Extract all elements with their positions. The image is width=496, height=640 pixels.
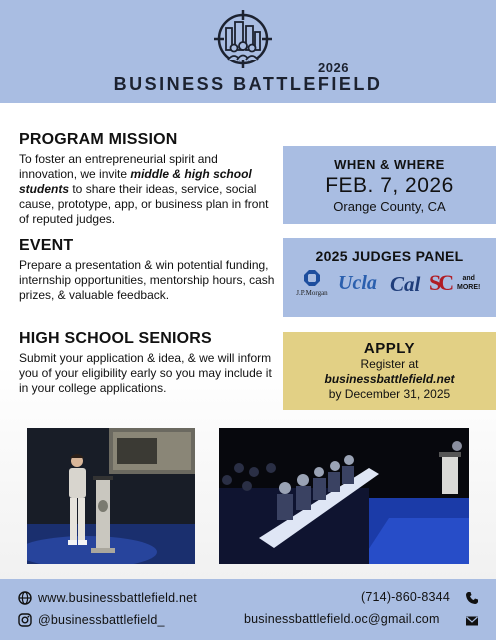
jpmorgan-label: J.P.Morgan — [296, 289, 328, 297]
mission-text: To foster an entrepreneurial spirit and innovation, we invite middle & high school students to share their ideas, service, social cause, prototype, app, or business plan in front of reputed judges. — [19, 152, 269, 226]
apply-deadline: by December 31, 2025 — [328, 387, 451, 401]
website-link[interactable]: www.businessbattlefield.net — [38, 591, 197, 605]
event-year: 2026 — [318, 60, 349, 75]
judges-box — [283, 238, 496, 317]
apply-register-text: Register at — [360, 357, 419, 371]
apply-url-link[interactable]: businessbattlefield.net — [324, 372, 455, 386]
event-date: FEB. 7, 2026 — [325, 174, 454, 197]
apply-title: APPLY — [363, 340, 416, 357]
ucla-logo: Ucla — [338, 272, 377, 294]
seniors-title: HIGH SCHOOL SENIORS — [19, 330, 212, 347]
phone-number[interactable]: (714)-860-8344 — [361, 590, 450, 604]
envelope-icon — [465, 614, 479, 628]
instagram-handle[interactable]: @businessbattlefield_ — [38, 613, 165, 627]
mission-emphasis: middle & high school students — [19, 167, 252, 196]
cal-logo: Cal — [390, 272, 421, 296]
presenter-photo — [27, 428, 195, 564]
when-where-title: WHEN & WHERE — [334, 157, 445, 172]
brand-title: BUSINESS BATTLEFIELD — [113, 74, 383, 94]
crosshair-team-icon — [212, 8, 274, 70]
phone-icon — [465, 591, 479, 605]
event-text: Prepare a presentation & win potential funding, internship opportunities, mentorship hours, cash prizes, & valuable feedback. — [19, 258, 275, 302]
mission-title: PROGRAM MISSION — [19, 131, 178, 148]
judges-title: 2025 JUDGES PANEL — [315, 248, 464, 264]
seniors-text: Submit your application & idea, & we will inform you of your eligibility early so you may include it in your college applications. — [19, 351, 272, 395]
header-banner — [0, 0, 496, 103]
event-location: Orange County, CA — [333, 199, 446, 214]
when-where-box — [283, 146, 496, 224]
judges-logos — [283, 270, 496, 310]
instagram-icon — [18, 613, 32, 627]
judges-panel-photo — [219, 428, 469, 564]
and-more-label: and MORE! — [457, 275, 481, 291]
footer — [0, 579, 496, 640]
globe-icon — [18, 591, 32, 605]
event-title: EVENT — [19, 237, 74, 254]
usc-logo: SC — [429, 270, 452, 295]
apply-box — [283, 332, 496, 410]
jpmorgan-octagon-icon — [304, 270, 320, 286]
email-address[interactable]: businessbattlefield.oc@gmail.com — [244, 612, 440, 626]
jpmorgan-logo — [295, 270, 329, 297]
